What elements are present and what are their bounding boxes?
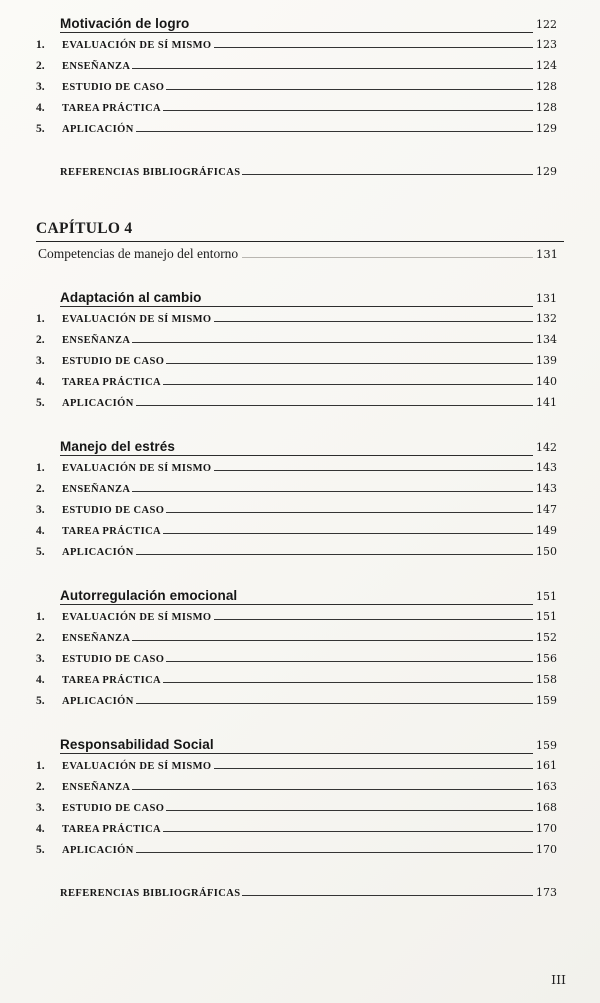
item-number: 5. <box>36 844 45 856</box>
references-page-number: 173 <box>536 886 557 899</box>
toc-section <box>36 290 564 417</box>
item-page-number: 143 <box>536 461 557 474</box>
item-page-number: 128 <box>536 80 557 93</box>
toc-chapter-heading <box>36 220 564 242</box>
leader-line <box>242 171 533 175</box>
subtitle-leader-line <box>242 254 533 258</box>
toc-item <box>36 461 564 482</box>
item-number: 5. <box>36 123 45 135</box>
toc-item <box>36 122 564 143</box>
item-label: APLICACIÓN <box>62 124 134 135</box>
toc-item <box>36 631 564 652</box>
references-label: REFERENCIAS BIBLIOGRÁFICAS <box>60 167 241 178</box>
chapter-title: CAPÍTULO 4 <box>36 220 133 237</box>
section-page-number: 122 <box>536 18 557 31</box>
heading-rule-line <box>60 32 533 33</box>
toc-item <box>36 396 564 417</box>
toc-item <box>36 38 564 59</box>
item-number: 4. <box>36 525 45 537</box>
item-page-number: 128 <box>536 101 557 114</box>
heading-rule-line <box>60 306 533 307</box>
toc-section-heading <box>60 439 564 458</box>
toc-item <box>36 694 564 715</box>
section-title: Responsabilidad Social <box>60 737 214 752</box>
item-number: 4. <box>36 376 45 388</box>
item-page-number: 124 <box>536 59 557 72</box>
item-label: ESTUDIO DE CASO <box>62 803 165 814</box>
leader-line <box>132 488 533 492</box>
item-page-number: 151 <box>536 610 557 623</box>
toc-section-heading <box>60 737 564 756</box>
item-label: ENSEÑANZA <box>62 484 131 495</box>
item-page-number: 132 <box>536 312 557 325</box>
item-label: ESTUDIO DE CASO <box>62 82 165 93</box>
item-number: 2. <box>36 632 45 644</box>
toc-item <box>36 503 564 524</box>
item-page-number: 152 <box>536 631 557 644</box>
leader-line <box>136 551 533 555</box>
toc-content <box>36 16 564 907</box>
leader-line <box>166 86 533 90</box>
references-label: REFERENCIAS BIBLIOGRÁFICAS <box>60 888 241 899</box>
toc-item <box>36 354 564 375</box>
toc-section <box>36 16 564 143</box>
item-page-number: 123 <box>536 38 557 51</box>
item-page-number: 149 <box>536 524 557 537</box>
toc-item <box>36 673 564 694</box>
leader-line <box>136 849 533 853</box>
leader-line <box>214 318 533 322</box>
item-page-number: 158 <box>536 673 557 686</box>
item-label: ENSEÑANZA <box>62 633 131 644</box>
heading-rule-line <box>60 455 533 456</box>
item-number: 2. <box>36 60 45 72</box>
item-page-number: 139 <box>536 354 557 367</box>
section-page-number: 142 <box>536 441 557 454</box>
leader-line <box>163 530 533 534</box>
item-number: 2. <box>36 781 45 793</box>
leader-line <box>166 807 533 811</box>
item-label: ENSEÑANZA <box>62 61 131 72</box>
section-page-number: 159 <box>536 739 557 752</box>
toc-section <box>36 737 564 864</box>
item-label: TAREA PRÁCTICA <box>62 675 162 686</box>
section-title: Adaptación al cambio <box>60 290 202 305</box>
section-page-number: 131 <box>536 292 557 305</box>
item-label: EVALUACIÓN DE SÍ MISMO <box>62 463 212 474</box>
item-number: 4. <box>36 674 45 686</box>
item-page-number: 159 <box>536 694 557 707</box>
item-page-number: 170 <box>536 822 557 835</box>
toc-item <box>36 80 564 101</box>
leader-line <box>163 828 533 832</box>
item-page-number: 168 <box>536 801 557 814</box>
leader-line <box>242 892 533 896</box>
item-label: EVALUACIÓN DE SÍ MISMO <box>62 612 212 623</box>
leader-line <box>132 786 533 790</box>
toc-item <box>36 843 564 864</box>
item-number: 3. <box>36 802 45 814</box>
chapter-page-number: 131 <box>536 247 558 261</box>
item-number: 1. <box>36 462 45 474</box>
toc-item <box>36 545 564 566</box>
chapter-subtitle: Competencias de manejo del entorno <box>38 246 239 261</box>
item-label: APLICACIÓN <box>62 845 134 856</box>
toc-chapter <box>36 220 564 268</box>
item-page-number: 143 <box>536 482 557 495</box>
section-title: Autorregulación emocional <box>60 588 238 603</box>
leader-line <box>163 679 533 683</box>
leader-line <box>214 765 533 769</box>
item-page-number: 156 <box>536 652 557 665</box>
item-label: TAREA PRÁCTICA <box>62 526 162 537</box>
item-number: 5. <box>36 397 45 409</box>
leader-line <box>136 402 533 406</box>
item-label: EVALUACIÓN DE SÍ MISMO <box>62 40 212 51</box>
toc-section-heading <box>60 290 564 309</box>
item-label: ENSEÑANZA <box>62 335 131 346</box>
item-number: 3. <box>36 81 45 93</box>
toc-item <box>36 333 564 354</box>
toc-section-heading <box>60 588 564 607</box>
item-number: 4. <box>36 823 45 835</box>
toc-item <box>36 652 564 673</box>
item-number: 2. <box>36 334 45 346</box>
toc-section <box>36 439 564 566</box>
toc-references <box>60 886 564 907</box>
leader-line <box>132 637 533 641</box>
heading-rule-line <box>60 753 533 754</box>
item-page-number: 147 <box>536 503 557 516</box>
toc-section <box>36 588 564 715</box>
section-title: Motivación de logro <box>60 16 190 31</box>
item-label: EVALUACIÓN DE SÍ MISMO <box>62 761 212 772</box>
toc-section-heading <box>60 16 564 35</box>
leader-line <box>136 128 533 132</box>
toc-item <box>36 375 564 396</box>
item-label: APLICACIÓN <box>62 398 134 409</box>
item-label: APLICACIÓN <box>62 696 134 707</box>
toc-item <box>36 59 564 80</box>
item-number: 5. <box>36 695 45 707</box>
item-page-number: 140 <box>536 375 557 388</box>
toc-references <box>60 165 564 186</box>
leader-line <box>132 65 533 69</box>
item-label: TAREA PRÁCTICA <box>62 824 162 835</box>
leader-line <box>214 616 533 620</box>
toc-chapter-subtitle-row <box>36 246 564 268</box>
toc-item <box>36 524 564 545</box>
leader-line <box>166 658 533 662</box>
item-page-number: 163 <box>536 780 557 793</box>
item-label: ESTUDIO DE CASO <box>62 654 165 665</box>
item-number: 1. <box>36 313 45 325</box>
leader-line <box>163 381 533 385</box>
item-number: 4. <box>36 102 45 114</box>
toc-item <box>36 822 564 843</box>
item-number: 2. <box>36 483 45 495</box>
item-number: 3. <box>36 355 45 367</box>
item-page-number: 150 <box>536 545 557 558</box>
item-label: ESTUDIO DE CASO <box>62 505 165 516</box>
toc-item <box>36 801 564 822</box>
item-number: 1. <box>36 611 45 623</box>
toc-item <box>36 780 564 801</box>
leader-line <box>214 467 533 471</box>
item-label: ENSEÑANZA <box>62 782 131 793</box>
item-number: 3. <box>36 653 45 665</box>
item-label: TAREA PRÁCTICA <box>62 103 162 114</box>
section-page-number: 151 <box>536 590 557 603</box>
toc-item <box>36 101 564 122</box>
references-page-number: 129 <box>536 165 557 178</box>
item-label: ESTUDIO DE CASO <box>62 356 165 367</box>
heading-rule-line <box>60 604 533 605</box>
leader-line <box>132 339 533 343</box>
page-folio: III <box>551 972 566 987</box>
item-label: TAREA PRÁCTICA <box>62 377 162 388</box>
leader-line <box>136 700 533 704</box>
toc-item <box>36 312 564 333</box>
item-label: APLICACIÓN <box>62 547 134 558</box>
toc-item <box>36 610 564 631</box>
leader-line <box>166 509 533 513</box>
item-page-number: 129 <box>536 122 557 135</box>
item-label: EVALUACIÓN DE SÍ MISMO <box>62 314 212 325</box>
item-page-number: 141 <box>536 396 557 409</box>
item-number: 3. <box>36 504 45 516</box>
item-number: 1. <box>36 760 45 772</box>
toc-item <box>36 482 564 503</box>
leader-line <box>163 107 533 111</box>
item-page-number: 161 <box>536 759 557 772</box>
item-page-number: 134 <box>536 333 557 346</box>
leader-line <box>214 44 533 48</box>
leader-line <box>166 360 533 364</box>
toc-item <box>36 759 564 780</box>
item-number: 5. <box>36 546 45 558</box>
section-title: Manejo del estrés <box>60 439 175 454</box>
item-number: 1. <box>36 39 45 51</box>
item-page-number: 170 <box>536 843 557 856</box>
